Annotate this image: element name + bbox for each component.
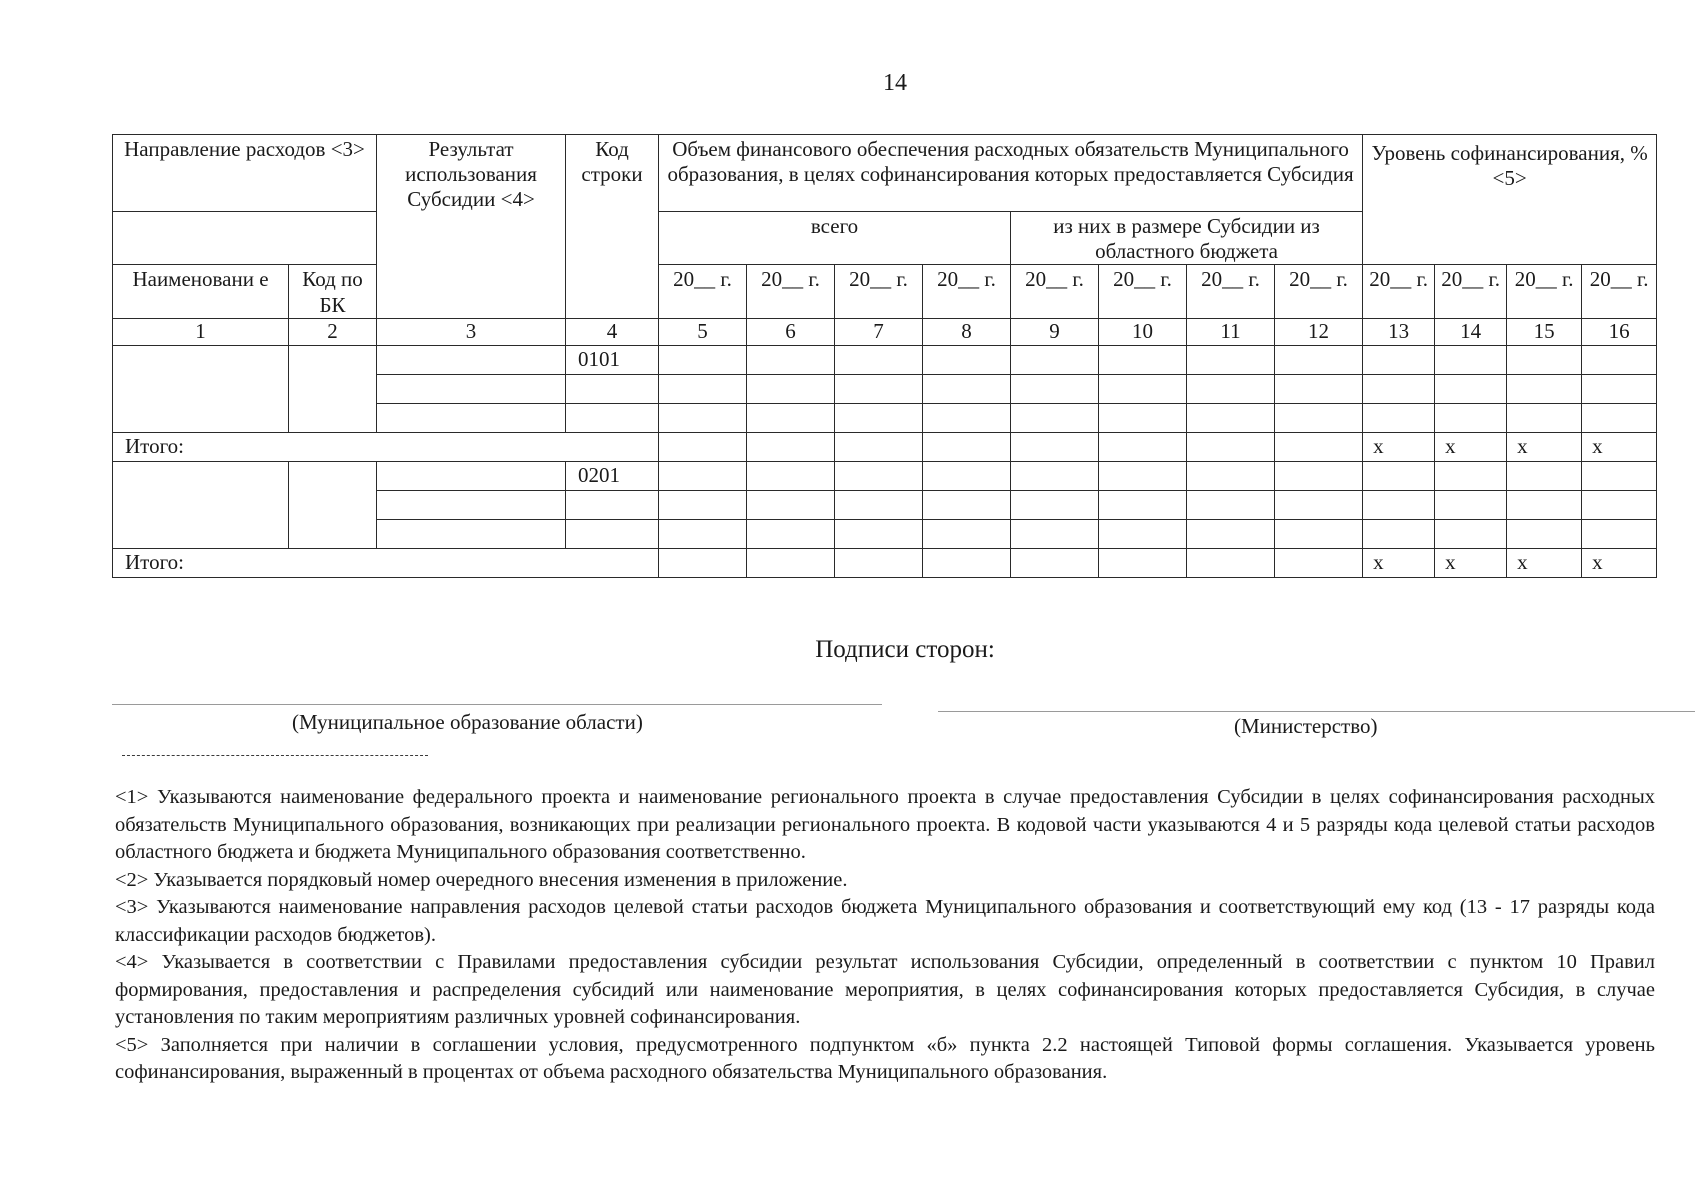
- value-cell-col-5: [659, 490, 747, 519]
- header-year-col-15: 20__ г.: [1507, 265, 1582, 318]
- total-value-col-12: [1275, 548, 1363, 577]
- value-cell-col-10: [1099, 519, 1187, 548]
- value-cell-col-12: [1275, 461, 1363, 490]
- total-value-col-8: [923, 548, 1011, 577]
- value-cell-col-8: [923, 519, 1011, 548]
- column-number-16: 16: [1582, 318, 1657, 345]
- value-cell-col-16: [1582, 519, 1657, 548]
- result-cell: [377, 345, 566, 374]
- header-total-all: всего: [659, 212, 1011, 265]
- total-value-col-11: [1187, 432, 1275, 461]
- value-cell-col-16: [1582, 403, 1657, 432]
- total-value-col-10: [1099, 548, 1187, 577]
- value-cell-col-16: [1582, 490, 1657, 519]
- value-cell-col-16: [1582, 461, 1657, 490]
- total-value-col-12: [1275, 432, 1363, 461]
- signature-caption-ministry: (Министерство): [1234, 714, 1378, 738]
- total-label: Итого:: [113, 432, 659, 461]
- column-number-2: 2: [289, 318, 377, 345]
- value-cell-col-7: [835, 403, 923, 432]
- table-row: [113, 461, 1657, 490]
- value-cell-col-6: [747, 519, 835, 548]
- value-cell-col-8: [923, 345, 1011, 374]
- value-cell-col-16: [1582, 374, 1657, 403]
- header-name: Наименовани е: [113, 265, 289, 318]
- header-year-col-7: 20__ г.: [835, 265, 923, 318]
- column-number-9: 9: [1011, 318, 1099, 345]
- header-bk-code: Код по БК: [289, 265, 377, 318]
- value-cell-col-7: [835, 519, 923, 548]
- column-number-13: 13: [1363, 318, 1435, 345]
- total-level-mark: х: [1582, 432, 1657, 461]
- column-number-6: 6: [747, 318, 835, 345]
- value-cell-col-14: [1435, 519, 1507, 548]
- value-cell-col-13: [1363, 490, 1435, 519]
- table-row: [113, 345, 1657, 374]
- value-cell-col-10: [1099, 345, 1187, 374]
- header-year-col-16: 20__ г.: [1582, 265, 1657, 318]
- value-cell-col-14: [1435, 461, 1507, 490]
- value-cell-col-9: [1011, 374, 1099, 403]
- value-cell-col-5: [659, 403, 747, 432]
- value-cell-col-5: [659, 345, 747, 374]
- header-volume: Объем финансового обеспечения расходных обязательств Муниципального образования, в целях софинансирования которых предоставляется Субсидия: [659, 135, 1363, 212]
- value-cell-col-10: [1099, 490, 1187, 519]
- value-cell-col-6: [747, 490, 835, 519]
- financing-grid: [112, 134, 1657, 578]
- value-cell-col-5: [659, 374, 747, 403]
- column-number-10: 10: [1099, 318, 1187, 345]
- total-value-col-5: [659, 548, 747, 577]
- total-level-mark: х: [1435, 548, 1507, 577]
- total-value-col-6: [747, 432, 835, 461]
- header-direction: Направление расходов <3>: [113, 135, 377, 212]
- value-cell-col-6: [747, 374, 835, 403]
- value-cell-col-5: [659, 519, 747, 548]
- header-year-col-10: 20__ г.: [1099, 265, 1187, 318]
- column-number-1: 1: [113, 318, 289, 345]
- header-year-col-8: 20__ г.: [923, 265, 1011, 318]
- value-cell-col-11: [1187, 403, 1275, 432]
- value-cell-col-7: [835, 461, 923, 490]
- total-level-mark: х: [1507, 432, 1582, 461]
- group-name-cell: [113, 345, 289, 432]
- value-cell-col-13: [1363, 519, 1435, 548]
- value-cell-col-15: [1507, 345, 1582, 374]
- value-cell-col-9: [1011, 403, 1099, 432]
- total-value-col-9: [1011, 432, 1099, 461]
- header-year-col-9: 20__ г.: [1011, 265, 1099, 318]
- value-cell-col-13: [1363, 403, 1435, 432]
- value-cell-col-15: [1507, 374, 1582, 403]
- total-value-col-7: [835, 548, 923, 577]
- total-row: [113, 432, 1657, 461]
- total-value-col-9: [1011, 548, 1099, 577]
- value-cell-col-8: [923, 490, 1011, 519]
- value-cell-col-15: [1507, 519, 1582, 548]
- signatures-title: Подписи сторон:: [815, 636, 995, 663]
- financing-table: [112, 134, 1656, 578]
- header-level: Уровень софинансирования, % <5>: [1363, 135, 1657, 265]
- footnote-4: <4> Указывается в соответствии с Правилами предоставления субсидии результат использования Субсидии, определенный в соответствии с пунктом 10 Правил формирования, предоставления и распределения субсидий или наименование мероприятия, в целях софинансирования которых предоставляется Субсидия, в случае установления по таким мероприятиям различных уровней софинансирования.: [115, 951, 1655, 1028]
- header-direction-spacer: [113, 212, 377, 265]
- column-number-7: 7: [835, 318, 923, 345]
- column-number-8: 8: [923, 318, 1011, 345]
- total-label: Итого:: [113, 548, 659, 577]
- group-name-cell: [113, 461, 289, 548]
- value-cell-col-9: [1011, 519, 1099, 548]
- value-cell-col-12: [1275, 374, 1363, 403]
- footnotes: [115, 784, 1655, 1087]
- total-level-mark: х: [1507, 548, 1582, 577]
- value-cell-col-7: [835, 345, 923, 374]
- value-cell-col-7: [835, 490, 923, 519]
- total-level-mark: х: [1582, 548, 1657, 577]
- value-cell-col-6: [747, 461, 835, 490]
- value-cell-col-9: [1011, 461, 1099, 490]
- value-cell-col-16: [1582, 345, 1657, 374]
- value-cell-col-11: [1187, 519, 1275, 548]
- result-cell: [377, 490, 566, 519]
- row-code-cell: [566, 374, 659, 403]
- column-number-5: 5: [659, 318, 747, 345]
- column-number-3: 3: [377, 318, 566, 345]
- header-year-col-5: 20__ г.: [659, 265, 747, 318]
- value-cell-col-9: [1011, 490, 1099, 519]
- value-cell-col-10: [1099, 461, 1187, 490]
- value-cell-col-11: [1187, 374, 1275, 403]
- total-level-mark: х: [1363, 432, 1435, 461]
- column-number-12: 12: [1275, 318, 1363, 345]
- footnote-5: <5> Заполняется при наличии в соглашении условия, предусмотренного подпунктом «б» пункта 2.2 настоящей Типовой формы соглашения. Указывается уровень софинансирования, выраженный в процентах от объема расходного обязательства Муниципального образования.: [115, 1033, 1655, 1083]
- value-cell-col-12: [1275, 490, 1363, 519]
- total-row: [113, 548, 1657, 577]
- value-cell-col-8: [923, 374, 1011, 403]
- value-cell-col-14: [1435, 374, 1507, 403]
- total-level-mark: х: [1363, 548, 1435, 577]
- value-cell-col-12: [1275, 345, 1363, 374]
- signature-caption-municipality: (Муниципальное образование области): [292, 710, 643, 734]
- footnote-3: <3> Указываются наименование направления расходов целевой статьи расходов бюджета Муниципального образования и соответствующий ему код (13 - 17 разряды кода классификации расходов бюджетов).: [115, 896, 1655, 946]
- header-from-subsidy: из них в размере Субсидии из областного бюджета: [1011, 212, 1363, 265]
- header-year-col-6: 20__ г.: [747, 265, 835, 318]
- value-cell-col-13: [1363, 461, 1435, 490]
- value-cell-col-15: [1507, 403, 1582, 432]
- signature-line-ministry: [938, 711, 1695, 712]
- column-number-11: 11: [1187, 318, 1275, 345]
- value-cell-col-14: [1435, 403, 1507, 432]
- page-number: 14: [883, 70, 907, 96]
- value-cell-col-7: [835, 374, 923, 403]
- header-year-col-12: 20__ г.: [1275, 265, 1363, 318]
- row-code-cell: [566, 490, 659, 519]
- total-value-col-5: [659, 432, 747, 461]
- column-number-14: 14: [1435, 318, 1507, 345]
- result-cell: [377, 519, 566, 548]
- row-code-cell: [566, 403, 659, 432]
- value-cell-col-10: [1099, 374, 1187, 403]
- value-cell-col-14: [1435, 345, 1507, 374]
- total-level-mark: х: [1435, 432, 1507, 461]
- result-cell: [377, 461, 566, 490]
- value-cell-col-9: [1011, 345, 1099, 374]
- total-value-col-6: [747, 548, 835, 577]
- value-cell-col-5: [659, 461, 747, 490]
- value-cell-col-12: [1275, 403, 1363, 432]
- value-cell-col-15: [1507, 461, 1582, 490]
- group-bk-code-cell: [289, 345, 377, 432]
- value-cell-col-15: [1507, 490, 1582, 519]
- row-code-cell: [566, 519, 659, 548]
- header-result: Результат использования Субсидии <4>: [377, 135, 566, 319]
- group-bk-code-cell: [289, 461, 377, 548]
- value-cell-col-13: [1363, 374, 1435, 403]
- row-code-cell: 0201: [566, 461, 659, 490]
- column-number-15: 15: [1507, 318, 1582, 345]
- header-year-col-11: 20__ г.: [1187, 265, 1275, 318]
- signature-line-municipality: [112, 704, 882, 705]
- header-year-col-13: 20__ г.: [1363, 265, 1435, 318]
- row-code-cell: 0101: [566, 345, 659, 374]
- footnote-separator: [122, 755, 428, 756]
- header-year-col-14: 20__ г.: [1435, 265, 1507, 318]
- value-cell-col-6: [747, 345, 835, 374]
- total-value-col-10: [1099, 432, 1187, 461]
- value-cell-col-11: [1187, 461, 1275, 490]
- footnote-1: <1> Указываются наименование федерального проекта и наименование регионального проекта в случае предоставления Субсидии в целях софинансирования расходных обязательств Муниципального образования, возникающих при реализации регионального проекта. В кодовой части указываются 4 и 5 разряды кода целевой статьи расходов областного бюджета и бюджета Муниципального образования соответственно.: [115, 786, 1655, 863]
- total-value-col-11: [1187, 548, 1275, 577]
- column-number-4: 4: [566, 318, 659, 345]
- footnote-2: <2> Указывается порядковый номер очередного внесения изменения в приложение.: [115, 868, 848, 891]
- value-cell-col-13: [1363, 345, 1435, 374]
- value-cell-col-10: [1099, 403, 1187, 432]
- total-value-col-7: [835, 432, 923, 461]
- value-cell-col-14: [1435, 490, 1507, 519]
- result-cell: [377, 403, 566, 432]
- value-cell-col-11: [1187, 490, 1275, 519]
- value-cell-col-6: [747, 403, 835, 432]
- result-cell: [377, 374, 566, 403]
- value-cell-col-8: [923, 403, 1011, 432]
- header-row-code: Код строки: [566, 135, 659, 319]
- value-cell-col-12: [1275, 519, 1363, 548]
- value-cell-col-11: [1187, 345, 1275, 374]
- value-cell-col-8: [923, 461, 1011, 490]
- total-value-col-8: [923, 432, 1011, 461]
